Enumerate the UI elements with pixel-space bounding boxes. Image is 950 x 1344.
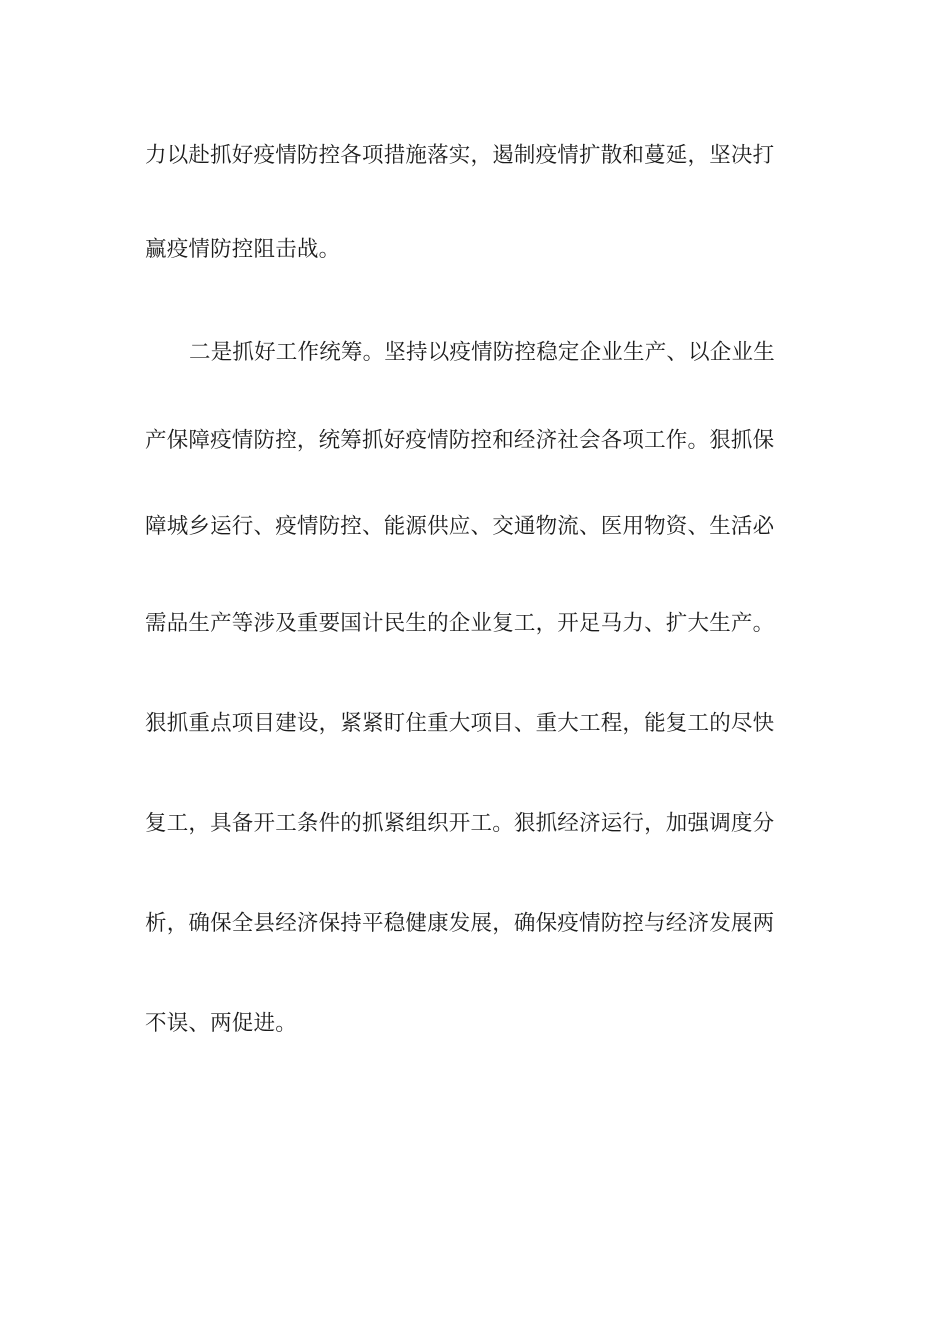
paragraph-first-line: 二是抓好工作统筹。坚持以疫情防控稳定企业生产、以企业生 xyxy=(189,340,775,365)
text-line-9: 析，确保全县经济保持平稳健康发展，确保疫情防控与经济发展两 xyxy=(145,911,775,936)
text-line-4: 产保障疫情防控，统筹抓好疫情防控和经济社会各项工作。狠抓保 xyxy=(145,428,775,453)
text-line-10: 不误、两促进。 xyxy=(145,1011,297,1036)
text-line-5: 障城乡运行、疫情防控、能源供应、交通物流、医用物资、生活必 xyxy=(145,514,775,539)
text-line-8: 复工，具备开工条件的抓紧组织开工。狠抓经济运行，加强调度分 xyxy=(145,811,775,836)
text-line-6: 需品生产等涉及重要国计民生的企业复工，开足马力、扩大生产。 xyxy=(145,611,775,636)
text-line-7: 狠抓重点项目建设，紧紧盯住重大项目、重大工程，能复工的尽快 xyxy=(145,711,775,736)
text-line-1: 力以赴抓好疫情防控各项措施落实，遏制疫情扩散和蔓延，坚决打 xyxy=(145,143,775,168)
text-line-2: 赢疫情防控阻击战。 xyxy=(145,237,341,262)
